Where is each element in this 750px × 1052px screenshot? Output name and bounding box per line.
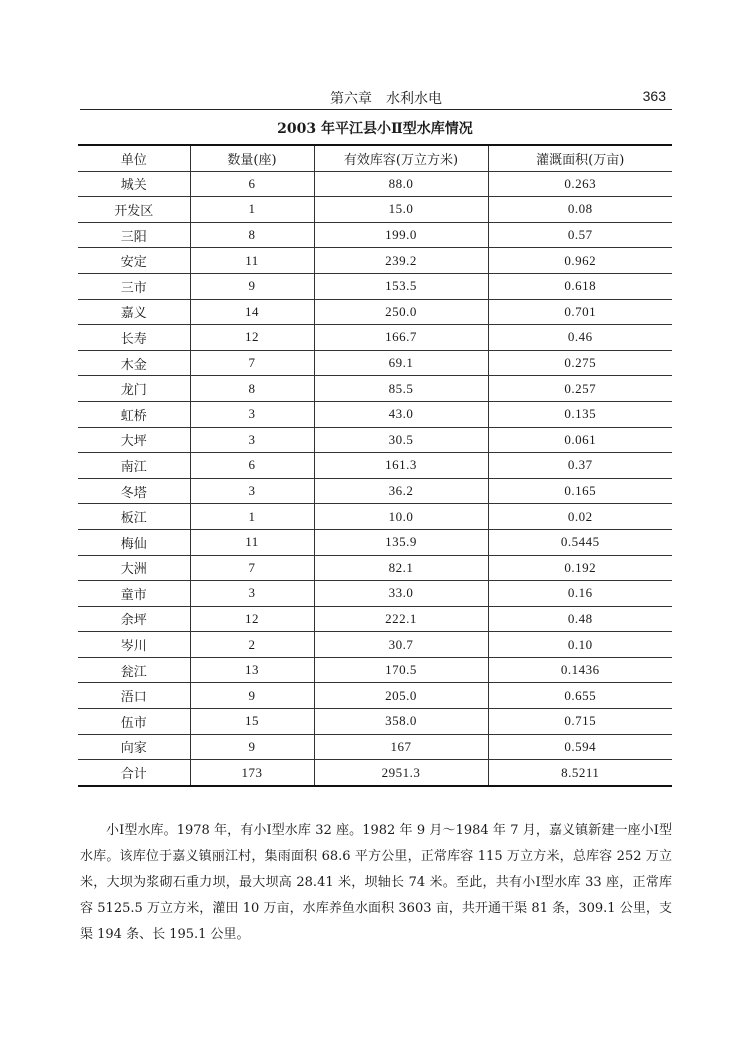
table-cell: 8 bbox=[190, 376, 314, 402]
table-cell: 199.0 bbox=[314, 222, 488, 248]
table-cell: 11 bbox=[190, 529, 314, 555]
table-cell: 余坪 bbox=[78, 606, 190, 632]
table-cell: 30.5 bbox=[314, 427, 488, 453]
table-cell: 85.5 bbox=[314, 376, 488, 402]
table-cell: 0.02 bbox=[488, 504, 672, 530]
table-cell: 14 bbox=[190, 299, 314, 325]
table-cell: 173 bbox=[190, 760, 314, 786]
table-cell: 浯口 bbox=[78, 683, 190, 709]
table-cell: 15 bbox=[190, 709, 314, 735]
table-cell: 9 bbox=[190, 683, 314, 709]
column-header: 有效库容(万立方米) bbox=[314, 145, 488, 171]
table-cell: 222.1 bbox=[314, 606, 488, 632]
chapter-title: 第六章 水利水电 bbox=[330, 91, 442, 107]
table-row bbox=[78, 478, 672, 504]
table-cell: 0.061 bbox=[488, 427, 672, 453]
page-number: 363 bbox=[642, 88, 666, 104]
table-cell: 43.0 bbox=[314, 401, 488, 427]
table-cell: 三阳 bbox=[78, 222, 190, 248]
table-cell: 135.9 bbox=[314, 529, 488, 555]
table-row bbox=[78, 171, 672, 197]
table-row bbox=[78, 273, 672, 299]
table-cell: 82.1 bbox=[314, 555, 488, 581]
table-row bbox=[78, 222, 672, 248]
table-cell: 88.0 bbox=[314, 171, 488, 197]
page-header bbox=[80, 86, 670, 108]
table-cell: 10.0 bbox=[314, 504, 488, 530]
table-row bbox=[78, 299, 672, 325]
table-cell: 6 bbox=[190, 171, 314, 197]
table-body bbox=[78, 171, 672, 786]
table-row bbox=[78, 632, 672, 658]
table-cell: 9 bbox=[190, 734, 314, 760]
table-cell: 0.655 bbox=[488, 683, 672, 709]
table-row bbox=[78, 529, 672, 555]
table-cell: 9 bbox=[190, 273, 314, 299]
table-cell: 城关 bbox=[78, 171, 190, 197]
table-title: 2003 年平江县小Ⅱ型水库情况 bbox=[277, 121, 473, 137]
table-cell: 0.275 bbox=[488, 350, 672, 376]
table-cell: 12 bbox=[190, 606, 314, 632]
table-row bbox=[78, 197, 672, 223]
table-cell: 开发区 bbox=[78, 197, 190, 223]
table-cell: 虹桥 bbox=[78, 401, 190, 427]
column-header: 单位 bbox=[78, 145, 190, 171]
table-cell: 向家 bbox=[78, 734, 190, 760]
table-cell: 大坪 bbox=[78, 427, 190, 453]
table-cell: 161.3 bbox=[314, 453, 488, 479]
table-row bbox=[78, 325, 672, 351]
table-row bbox=[78, 427, 672, 453]
reservoir-table bbox=[78, 144, 672, 787]
table-cell: 30.7 bbox=[314, 632, 488, 658]
table-cell: 0.1436 bbox=[488, 657, 672, 683]
table-row bbox=[78, 555, 672, 581]
table-row bbox=[78, 734, 672, 760]
table-cell: 1 bbox=[190, 197, 314, 223]
header-rule bbox=[80, 109, 672, 110]
table-row bbox=[78, 453, 672, 479]
table-cell: 0.715 bbox=[488, 709, 672, 735]
table-cell: 11 bbox=[190, 248, 314, 274]
table-row bbox=[78, 401, 672, 427]
table-cell: 153.5 bbox=[314, 273, 488, 299]
table-cell: 0.192 bbox=[488, 555, 672, 581]
table-cell: 6 bbox=[190, 453, 314, 479]
table-cell: 0.5445 bbox=[488, 529, 672, 555]
table-cell: 0.257 bbox=[488, 376, 672, 402]
table-cell: 3 bbox=[190, 401, 314, 427]
table-row bbox=[78, 504, 672, 530]
table-cell: 南江 bbox=[78, 453, 190, 479]
table-cell: 250.0 bbox=[314, 299, 488, 325]
column-header: 数量(座) bbox=[190, 145, 314, 171]
table-cell: 合计 bbox=[78, 760, 190, 786]
table-row bbox=[78, 606, 672, 632]
table-cell: 0.46 bbox=[488, 325, 672, 351]
table-cell: 0.37 bbox=[488, 453, 672, 479]
table-cell: 3 bbox=[190, 427, 314, 453]
table-row bbox=[78, 376, 672, 402]
table-cell: 239.2 bbox=[314, 248, 488, 274]
table-cell: 3 bbox=[190, 478, 314, 504]
table-cell: 童市 bbox=[78, 581, 190, 607]
table-cell: 33.0 bbox=[314, 581, 488, 607]
table-cell: 0.135 bbox=[488, 401, 672, 427]
table-cell: 205.0 bbox=[314, 683, 488, 709]
table-cell: 梅仙 bbox=[78, 529, 190, 555]
column-header: 灌溉面积(万亩) bbox=[488, 145, 672, 171]
table-cell: 0.48 bbox=[488, 606, 672, 632]
table-cell: 12 bbox=[190, 325, 314, 351]
table-cell: 7 bbox=[190, 350, 314, 376]
table-cell: 166.7 bbox=[314, 325, 488, 351]
table-cell: 8 bbox=[190, 222, 314, 248]
table-cell: 15.0 bbox=[314, 197, 488, 223]
table-cell: 1 bbox=[190, 504, 314, 530]
table-cell: 板江 bbox=[78, 504, 190, 530]
paragraph: 小Ⅰ型水库。1978 年，有小Ⅰ型水库 32 座。1982 年 9 月～1984 年 7 月，嘉义镇新建一座小Ⅰ型水库。该库位于嘉义镇丽江村，集雨面积 68.6 平方公里，正常库容 115 万立方米，总库容 252 万立米，大坝为浆砌石重力坝，最大坝高 28.41 米，坝轴长 74 米。至此，共有小Ⅰ型水库 33 座，正常库容 5125.5 万立方米，灌田 10 万亩，水库养鱼水面积 3603 亩，共开通干渠 81 条，309.1 公里，支渠 194 条、长 195.1 公里。 bbox=[80, 823, 672, 942]
table-cell: 龙门 bbox=[78, 376, 190, 402]
table-cell: 三市 bbox=[78, 273, 190, 299]
table-cell: 7 bbox=[190, 555, 314, 581]
table-cell: 0.165 bbox=[488, 478, 672, 504]
table-cell: 冬塔 bbox=[78, 478, 190, 504]
table-cell: 36.2 bbox=[314, 478, 488, 504]
table-cell: 0.57 bbox=[488, 222, 672, 248]
table-cell: 0.618 bbox=[488, 273, 672, 299]
table-row bbox=[78, 248, 672, 274]
table-cell: 13 bbox=[190, 657, 314, 683]
table-cell: 8.5211 bbox=[488, 760, 672, 786]
table-cell: 2 bbox=[190, 632, 314, 658]
table-cell: 0.263 bbox=[488, 171, 672, 197]
table-cell: 0.10 bbox=[488, 632, 672, 658]
table-cell: 358.0 bbox=[314, 709, 488, 735]
table-cell: 大洲 bbox=[78, 555, 190, 581]
table-cell: 170.5 bbox=[314, 657, 488, 683]
table-row bbox=[78, 760, 672, 786]
table-row bbox=[78, 657, 672, 683]
table-cell: 伍市 bbox=[78, 709, 190, 735]
table-cell: 0.08 bbox=[488, 197, 672, 223]
table-cell: 167 bbox=[314, 734, 488, 760]
table-cell: 0.962 bbox=[488, 248, 672, 274]
table-cell: 0.701 bbox=[488, 299, 672, 325]
table-cell: 安定 bbox=[78, 248, 190, 274]
table-cell: 长寿 bbox=[78, 325, 190, 351]
table-header-row bbox=[78, 145, 672, 171]
table-cell: 0.594 bbox=[488, 734, 672, 760]
table-row bbox=[78, 350, 672, 376]
body-text bbox=[80, 818, 672, 948]
table-row bbox=[78, 581, 672, 607]
table-row bbox=[78, 683, 672, 709]
table-cell: 69.1 bbox=[314, 350, 488, 376]
table-cell: 木金 bbox=[78, 350, 190, 376]
table-cell: 2951.3 bbox=[314, 760, 488, 786]
table-cell: 岑川 bbox=[78, 632, 190, 658]
table-row bbox=[78, 709, 672, 735]
table-cell: 3 bbox=[190, 581, 314, 607]
table-cell: 嘉义 bbox=[78, 299, 190, 325]
table-cell: 瓮江 bbox=[78, 657, 190, 683]
table-cell: 0.16 bbox=[488, 581, 672, 607]
